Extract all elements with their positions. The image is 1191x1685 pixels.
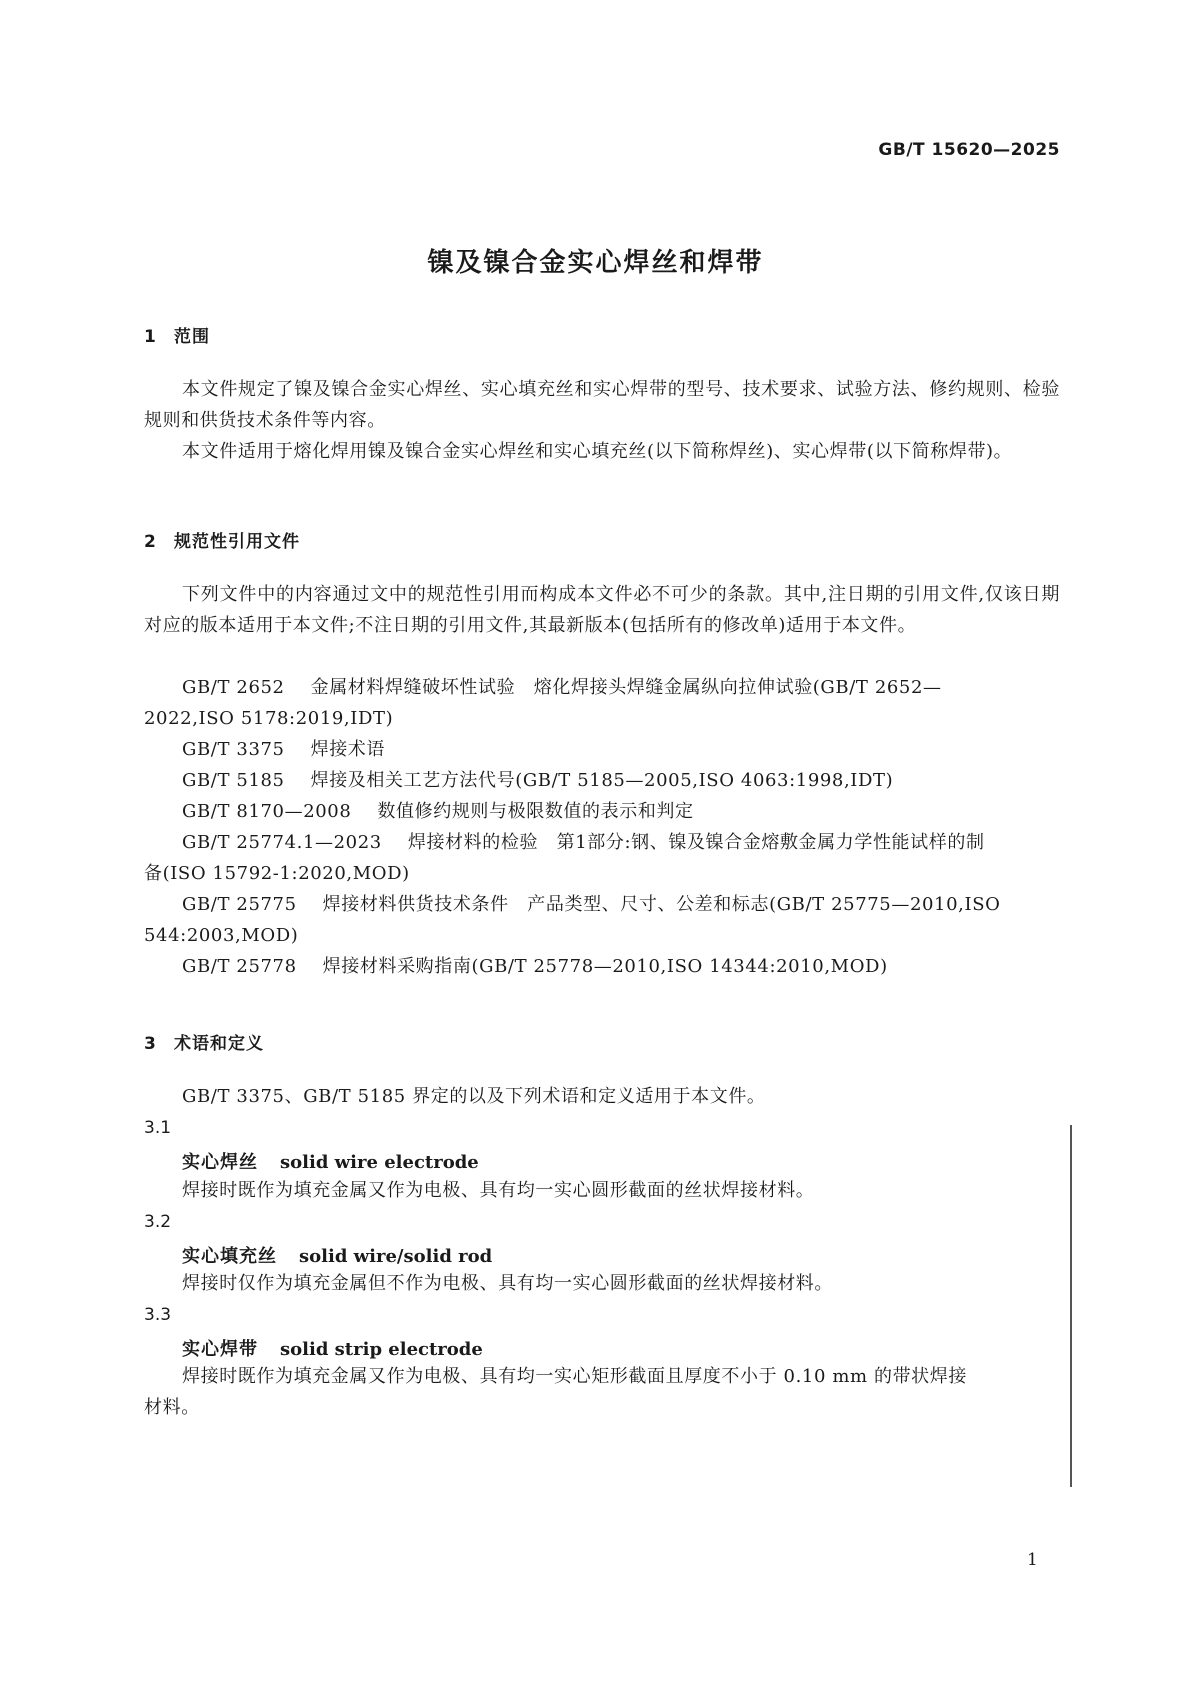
reference-title: 焊接材料供货技术条件 产品类型、尺寸、公差和标志(GB/T 25775—2010,ISO [322, 894, 1001, 915]
reference-item [182, 951, 888, 982]
scope-paragraph-1: 本文件规定了镍及镍合金实心焊丝、实心填充丝和实心焊带的型号、技术要求、试验方法、修约规则、检验规则和供货技术条件等内容。 [144, 379, 1060, 431]
reference-title: 焊接及相关工艺方法代号(GB/T 5185—2005,ISO 4063:1998,IDT) [310, 770, 894, 791]
terms-intro: GB/T 3375、GB/T 5185 界定的以及下列术语和定义适用于本文件。 [182, 1086, 766, 1107]
term-definition-continuation: 材料。 [144, 1397, 200, 1418]
term-number: 3.3 [144, 1305, 172, 1325]
section-title: 规范性引用文件 [174, 532, 300, 552]
reference-title: 数值修约规则与极限数值的表示和判定 [377, 801, 694, 822]
term-heading [182, 1335, 483, 1361]
term-heading [182, 1148, 479, 1174]
term-name-zh: 实心填充丝 [182, 1246, 277, 1267]
reference-item [182, 796, 694, 827]
term-heading [182, 1242, 492, 1268]
section-heading-normative-refs [144, 527, 300, 552]
reference-item-continuation: 2022,ISO 5178:2019,IDT) [144, 708, 394, 729]
term-name-zh: 实心焊丝 [182, 1152, 258, 1173]
reference-title: 焊接材料的检验 第1部分:钢、镍及镍合金熔敷金属力学性能试样的制 [407, 832, 985, 853]
section-title: 术语和定义 [174, 1034, 264, 1054]
term-definition: 焊接时既作为填充金属又作为电极、具有均一实心圆形截面的丝状焊接材料。 [182, 1180, 815, 1201]
term-number: 3.2 [144, 1212, 172, 1232]
reference-item [182, 765, 893, 796]
reference-item-continuation: 备(ISO 15792-1:2020,MOD) [144, 863, 410, 884]
term-definition: 焊接时既作为填充金属又作为电极、具有均一实心矩形截面且厚度不小于 0.10 mm 的带状焊接 [182, 1366, 967, 1387]
reference-item-continuation: 544:2003,MOD) [144, 925, 299, 946]
section-number: 3 [144, 1034, 157, 1054]
normative-refs-intro: 下列文件中的内容通过文中的规范性引用而构成本文件必不可少的条款。其中,注日期的引用文件,仅该日期对应的版本适用于本文件;不注日期的引用文件,其最新版本(包括所有的修改单)适用于本文件。 [144, 584, 1060, 636]
section-heading-scope [144, 322, 210, 347]
page-number: 1 [1027, 1550, 1038, 1570]
reference-code: GB/T 2652 [182, 677, 285, 698]
reference-item [182, 827, 985, 858]
section-title: 范围 [174, 327, 210, 347]
standard-code: GB/T 15620—2025 [878, 140, 1060, 160]
section-heading-terms [144, 1029, 264, 1054]
reference-item [182, 672, 942, 703]
reference-code: GB/T 25774.1—2023 [182, 832, 382, 853]
reference-item [182, 889, 1000, 920]
term-name-zh: 实心焊带 [182, 1339, 258, 1360]
term-number: 3.1 [144, 1118, 172, 1138]
term-name-en: solid wire/solid rod [299, 1246, 493, 1267]
term-name-en: solid wire electrode [280, 1152, 479, 1173]
reference-title: 金属材料焊缝破坏性试验 熔化焊接头焊缝金属纵向拉伸试验(GB/T 2652— [310, 677, 942, 698]
reference-code: GB/T 5185 [182, 770, 285, 791]
reference-code: GB/T 25778 [182, 956, 297, 977]
reference-code: GB/T 25775 [182, 894, 297, 915]
reference-code: GB/T 8170—2008 [182, 801, 352, 822]
document-title: 镍及镍合金实心焊丝和焊带 [427, 248, 764, 278]
scope-paragraph-2: 本文件适用于熔化焊用镍及镍合金实心焊丝和实心填充丝(以下简称焊丝)、实心焊带(以下简称焊带)。 [182, 441, 1013, 462]
term-name-en: solid strip electrode [280, 1339, 483, 1360]
margin-change-bar [1070, 1125, 1072, 1487]
reference-title: 焊接术语 [310, 739, 386, 760]
reference-title: 焊接材料采购指南(GB/T 25778—2010,ISO 14344:2010,MOD) [322, 956, 888, 977]
term-definition: 焊接时仅作为填充金属但不作为电极、具有均一实心圆形截面的丝状焊接材料。 [182, 1273, 833, 1294]
section-number: 1 [144, 327, 157, 347]
reference-code: GB/T 3375 [182, 739, 285, 760]
reference-item [182, 734, 385, 765]
section-number: 2 [144, 532, 157, 552]
